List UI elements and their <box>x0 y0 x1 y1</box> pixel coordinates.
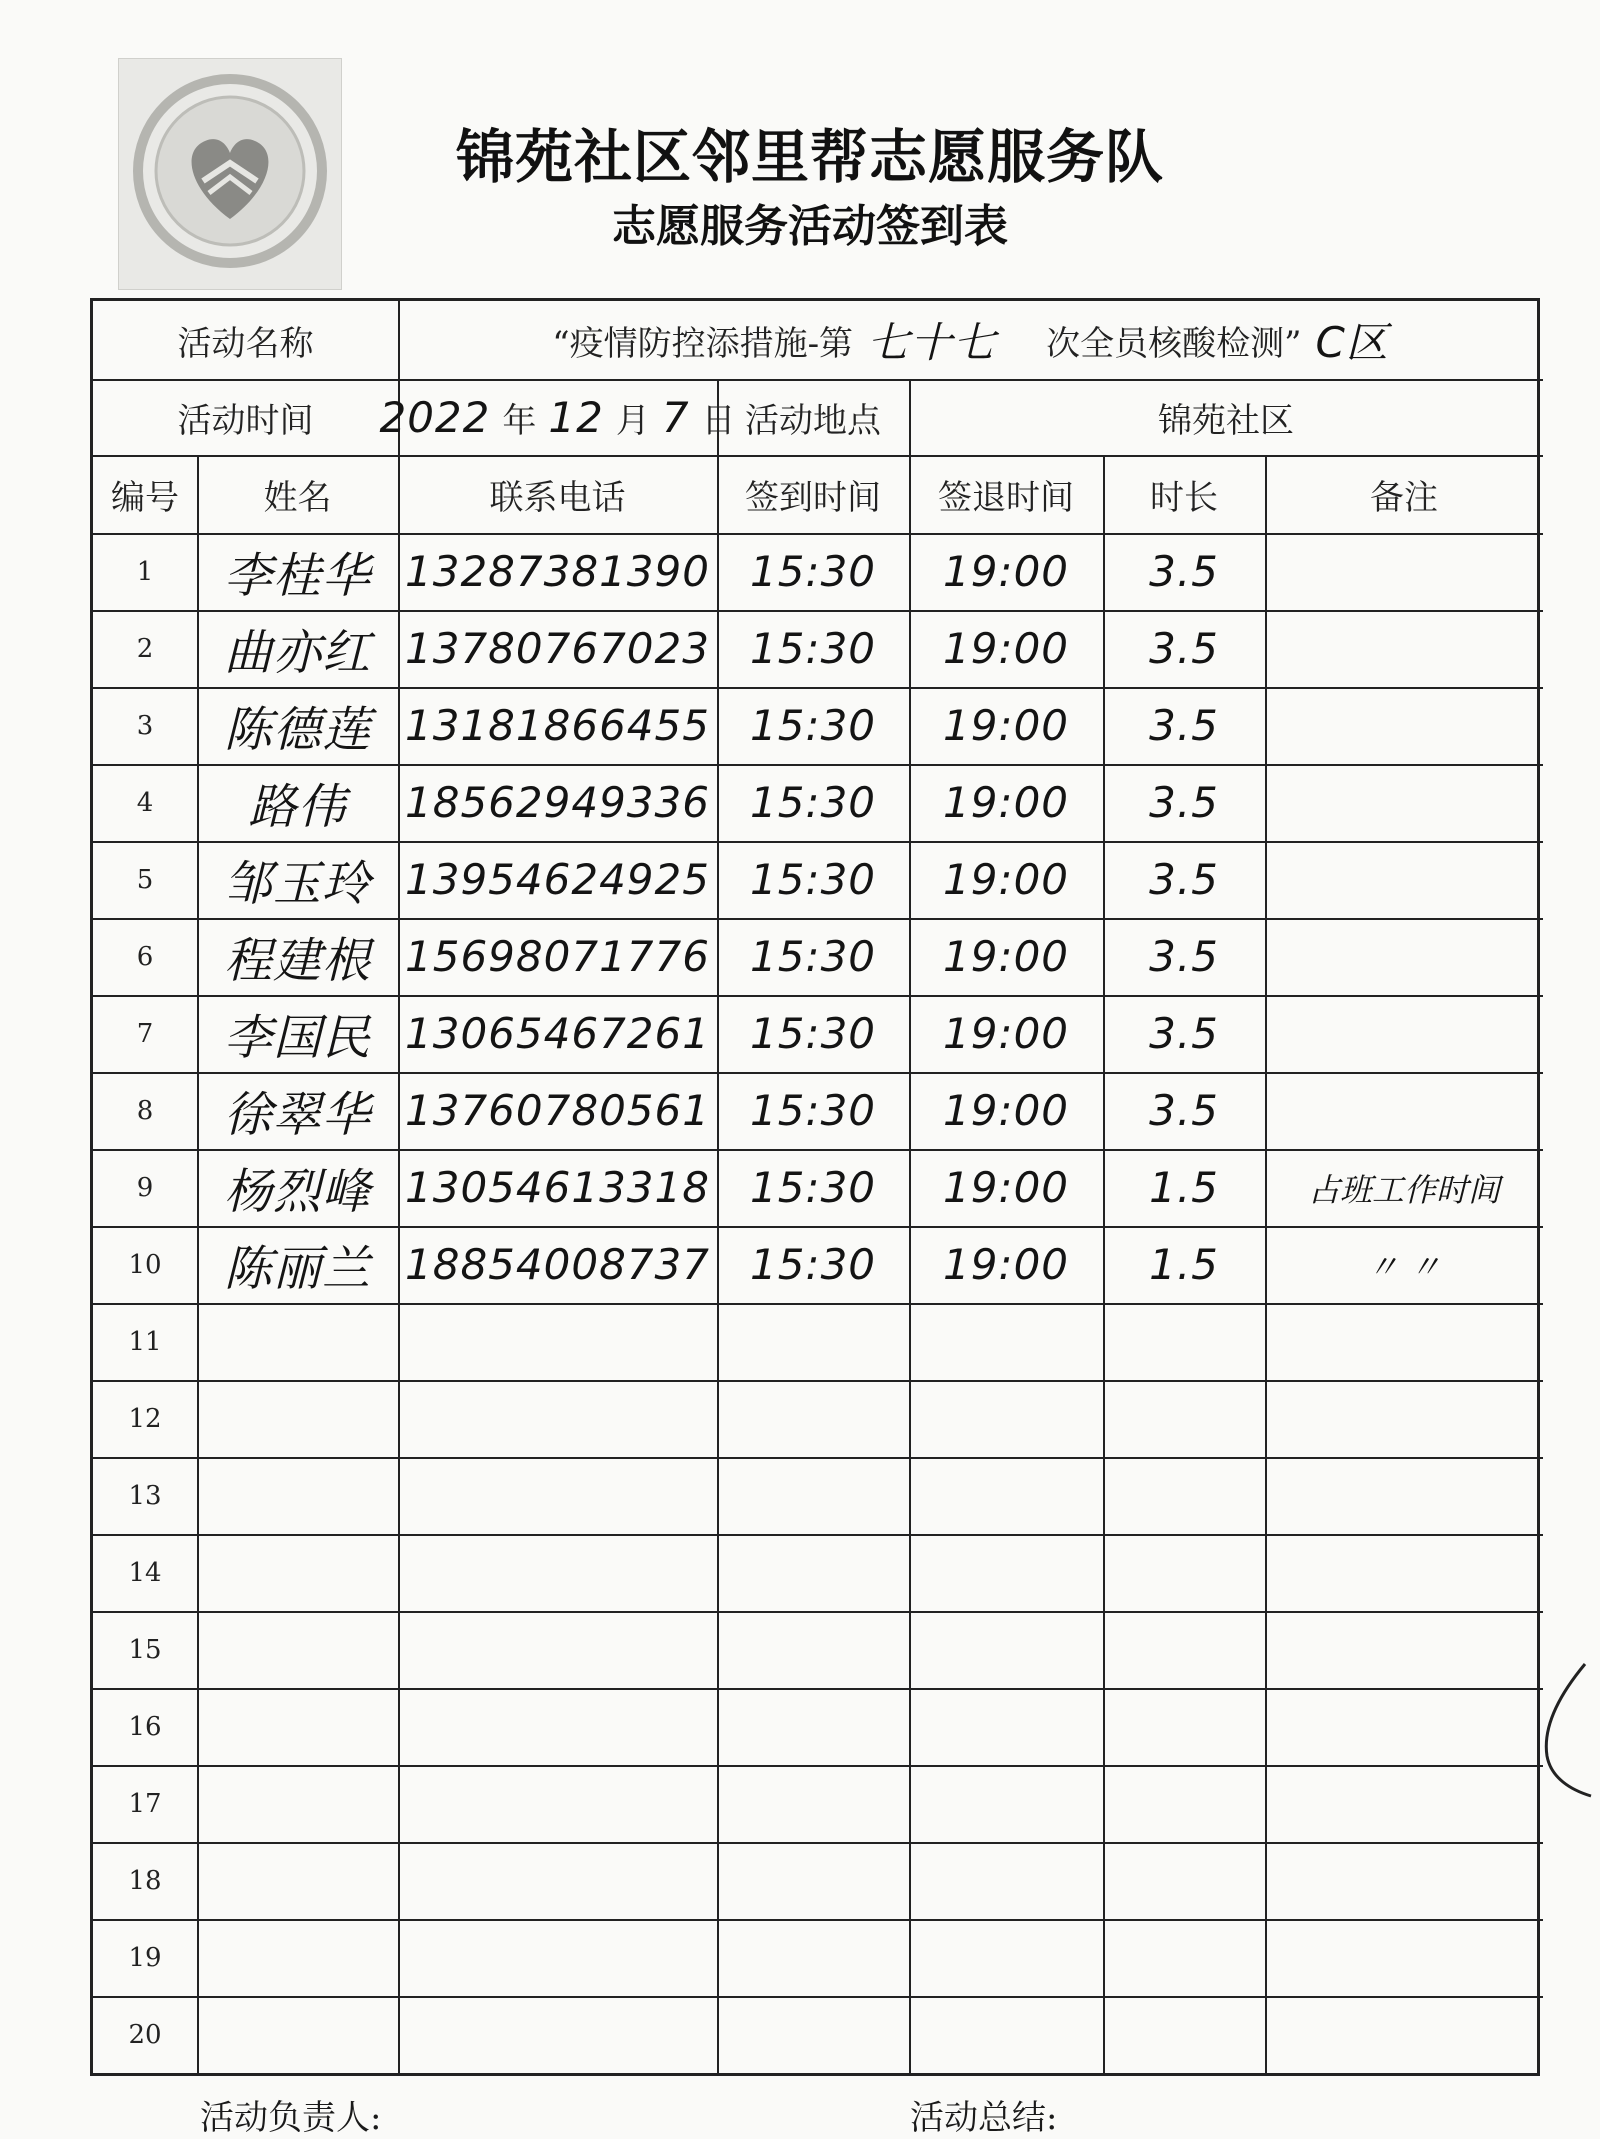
activity-date-value <box>379 379 736 455</box>
row-14-remark <box>1265 1534 1543 1611</box>
row-13-phone <box>398 1457 717 1534</box>
activity-name-tag: C区 <box>1315 318 1389 367</box>
row-13-remark <box>1265 1457 1543 1534</box>
row-2-checkin: 15:30 <box>749 624 877 673</box>
row-3-checkout: 19:00 <box>942 701 1070 750</box>
row-5-remark <box>1265 841 1543 918</box>
row-1-duration: 3.5 <box>1149 547 1219 596</box>
row-4-phone: 18562949336 <box>405 778 710 827</box>
row-9-no: 9 <box>136 1172 154 1203</box>
row-7-no: 7 <box>136 1018 154 1049</box>
row-15-phone <box>398 1611 717 1688</box>
row-18-name <box>197 1842 398 1919</box>
row-12-checkout <box>909 1380 1103 1457</box>
row-5-no: 5 <box>136 864 154 895</box>
row-8-checkout: 19:00 <box>942 1086 1070 1135</box>
row-17-no: 17 <box>128 1788 162 1819</box>
row-15-checkout <box>909 1611 1103 1688</box>
row-12-checkin <box>717 1380 909 1457</box>
row-19-name <box>197 1919 398 1996</box>
column-header-phone: 联系电话 <box>489 477 626 518</box>
row-18-checkout <box>909 1842 1103 1919</box>
row-19-checkin <box>717 1919 909 1996</box>
row-16-duration <box>1103 1688 1265 1765</box>
row-16-checkin <box>717 1688 909 1765</box>
row-18-no: 18 <box>128 1865 162 1896</box>
row-5-checkin: 15:30 <box>749 855 877 904</box>
row-10-phone: 18854008737 <box>405 1240 710 1289</box>
column-header-remark: 备注 <box>1370 477 1438 518</box>
row-1-checkin: 15:30 <box>749 547 877 596</box>
row-6-name: 程建根 <box>223 933 371 989</box>
row-2-duration: 3.5 <box>1149 624 1219 673</box>
row-6-no: 6 <box>136 941 154 972</box>
row-12-remark <box>1265 1380 1543 1457</box>
row-18-checkin <box>717 1842 909 1919</box>
row-6-checkout: 19:00 <box>942 932 1070 981</box>
sign-in-table <box>90 298 1540 2076</box>
row-5-duration: 3.5 <box>1149 855 1219 904</box>
activity-time-label: 活动时间 <box>177 400 314 441</box>
row-10-name: 陈丽兰 <box>223 1241 371 1297</box>
row-11-phone <box>398 1303 717 1380</box>
row-16-name <box>197 1688 398 1765</box>
row-11-checkin <box>717 1303 909 1380</box>
leader-label: 活动负责人: <box>200 2098 382 2138</box>
row-12-duration <box>1103 1380 1265 1457</box>
row-6-phone: 15698071776 <box>405 932 710 981</box>
row-14-name <box>197 1534 398 1611</box>
row-17-duration <box>1103 1765 1265 1842</box>
row-17-checkout <box>909 1765 1103 1842</box>
row-2-phone: 13780767023 <box>405 624 710 673</box>
summary-label: 活动总结: <box>910 2098 1058 2138</box>
row-19-duration <box>1103 1919 1265 1996</box>
activity-name-prefix: “疫情防控添措施-第 <box>552 323 854 364</box>
row-6-checkin: 15:30 <box>749 932 877 981</box>
row-3-remark <box>1265 687 1543 764</box>
row-9-phone: 13054613318 <box>405 1163 710 1212</box>
row-14-duration <box>1103 1534 1265 1611</box>
row-14-no: 14 <box>128 1557 162 1588</box>
row-19-phone <box>398 1919 717 1996</box>
row-12-name <box>197 1380 398 1457</box>
row-18-duration <box>1103 1842 1265 1919</box>
row-5-checkout: 19:00 <box>942 855 1070 904</box>
row-4-checkin: 15:30 <box>749 778 877 827</box>
row-1-remark <box>1265 533 1543 610</box>
row-6-remark <box>1265 918 1543 995</box>
row-10-checkin: 15:30 <box>749 1240 877 1289</box>
row-1-checkout: 19:00 <box>942 547 1070 596</box>
activity-name-handwritten: 七十七 <box>867 318 997 367</box>
volunteer-logo <box>118 58 342 290</box>
row-15-remark <box>1265 1611 1543 1688</box>
row-14-phone <box>398 1534 717 1611</box>
row-7-phone: 13065467261 <box>405 1009 710 1058</box>
row-4-name: 路伟 <box>248 779 347 835</box>
row-4-no: 4 <box>136 787 154 818</box>
row-1-phone: 13287381390 <box>405 547 710 596</box>
row-9-checkin: 15:30 <box>749 1163 877 1212</box>
date-month-unit: 月 <box>615 400 650 441</box>
activity-name-label: 活动名称 <box>177 323 314 364</box>
row-16-checkout <box>909 1688 1103 1765</box>
date-day: 7 <box>661 392 690 442</box>
row-18-remark <box>1265 1842 1543 1919</box>
row-8-remark <box>1265 1072 1543 1149</box>
row-20-phone <box>398 1996 717 2073</box>
row-11-duration <box>1103 1303 1265 1380</box>
row-2-checkout: 19:00 <box>942 624 1070 673</box>
row-1-name: 李桂华 <box>223 548 371 604</box>
row-14-checkout <box>909 1534 1103 1611</box>
row-17-remark <box>1265 1765 1543 1842</box>
row-10-no: 10 <box>128 1249 162 1280</box>
row-3-checkin: 15:30 <box>749 701 877 750</box>
row-8-name: 徐翠华 <box>223 1087 371 1143</box>
row-19-remark <box>1265 1919 1543 1996</box>
row-13-checkout <box>909 1457 1103 1534</box>
row-11-name <box>197 1303 398 1380</box>
row-4-checkout: 19:00 <box>942 778 1070 827</box>
org-title: 锦苑社区邻里帮志愿服务队 <box>455 123 1164 191</box>
date-month: 12 <box>548 392 604 442</box>
row-3-duration: 3.5 <box>1149 701 1219 750</box>
column-header-checkin: 签到时间 <box>745 477 881 518</box>
row-7-name: 李国民 <box>223 1010 371 1066</box>
row-13-name <box>197 1457 398 1534</box>
row-5-phone: 13954624925 <box>405 855 710 904</box>
row-19-checkout <box>909 1919 1103 1996</box>
row-11-checkout <box>909 1303 1103 1380</box>
row-7-remark <box>1265 995 1543 1072</box>
row-8-phone: 13760780561 <box>405 1086 710 1135</box>
row-16-phone <box>398 1688 717 1765</box>
row-11-no: 11 <box>128 1326 162 1357</box>
form-title: 志愿服务活动签到表 <box>612 201 1008 252</box>
row-20-duration <box>1103 1996 1265 2073</box>
row-8-checkin: 15:30 <box>749 1086 877 1135</box>
row-10-remark: 〃 〃 <box>1366 1247 1442 1286</box>
row-5-name: 邹玉玲 <box>223 856 371 912</box>
column-header-checkout: 签退时间 <box>938 477 1074 518</box>
row-16-remark <box>1265 1688 1543 1765</box>
row-6-duration: 3.5 <box>1149 932 1219 981</box>
row-2-name: 曲亦红 <box>223 625 371 681</box>
row-15-name <box>197 1611 398 1688</box>
row-13-no: 13 <box>128 1480 162 1511</box>
row-15-checkin <box>717 1611 909 1688</box>
date-day-unit: 日 <box>701 400 736 441</box>
row-13-checkin <box>717 1457 909 1534</box>
margin-bracket-mark <box>1525 1660 1595 1800</box>
date-year-unit: 年 <box>502 400 537 441</box>
column-header-name: 姓名 <box>263 477 332 518</box>
row-11-remark <box>1265 1303 1543 1380</box>
row-20-name <box>197 1996 398 2073</box>
activity-location-label: 活动地点 <box>745 400 881 441</box>
row-4-duration: 3.5 <box>1149 778 1219 827</box>
row-17-phone <box>398 1765 717 1842</box>
row-3-name: 陈德莲 <box>223 702 371 758</box>
date-year: 2022 <box>379 392 491 442</box>
row-9-duration: 1.5 <box>1149 1163 1219 1212</box>
row-9-name: 杨烈峰 <box>223 1164 371 1220</box>
row-20-checkin <box>717 1996 909 2073</box>
row-4-remark <box>1265 764 1543 841</box>
row-3-no: 3 <box>136 710 154 741</box>
row-20-checkout <box>909 1996 1103 2073</box>
row-13-duration <box>1103 1457 1265 1534</box>
row-17-name <box>197 1765 398 1842</box>
row-18-phone <box>398 1842 717 1919</box>
row-3-phone: 13181866455 <box>405 701 710 750</box>
row-7-checkout: 19:00 <box>942 1009 1070 1058</box>
activity-name-suffix: 次全员核酸检测” <box>1046 323 1302 364</box>
row-15-duration <box>1103 1611 1265 1688</box>
row-9-remark: 占班工作时间 <box>1307 1170 1500 1209</box>
column-header-no: 编号 <box>111 477 179 518</box>
row-19-no: 19 <box>128 1942 162 1973</box>
activity-location-value: 锦苑社区 <box>1158 400 1294 441</box>
row-2-remark <box>1265 610 1543 687</box>
column-header-duration: 时长 <box>1150 477 1218 518</box>
row-12-no: 12 <box>128 1403 162 1434</box>
row-7-checkin: 15:30 <box>749 1009 877 1058</box>
row-16-no: 16 <box>128 1711 162 1742</box>
row-9-checkout: 19:00 <box>942 1163 1070 1212</box>
row-15-no: 15 <box>128 1634 162 1665</box>
row-2-no: 2 <box>136 633 154 664</box>
row-14-checkin <box>717 1534 909 1611</box>
row-8-duration: 3.5 <box>1149 1086 1219 1135</box>
heart-hands-icon <box>119 59 341 289</box>
row-17-checkin <box>717 1765 909 1842</box>
row-20-no: 20 <box>128 2019 162 2050</box>
row-10-duration: 1.5 <box>1149 1240 1219 1289</box>
row-8-no: 8 <box>136 1095 154 1126</box>
row-20-remark <box>1265 1996 1543 2073</box>
row-7-duration: 3.5 <box>1149 1009 1219 1058</box>
row-12-phone <box>398 1380 717 1457</box>
row-10-checkout: 19:00 <box>942 1240 1070 1289</box>
activity-name-value <box>398 301 1543 379</box>
row-1-no: 1 <box>136 556 154 587</box>
